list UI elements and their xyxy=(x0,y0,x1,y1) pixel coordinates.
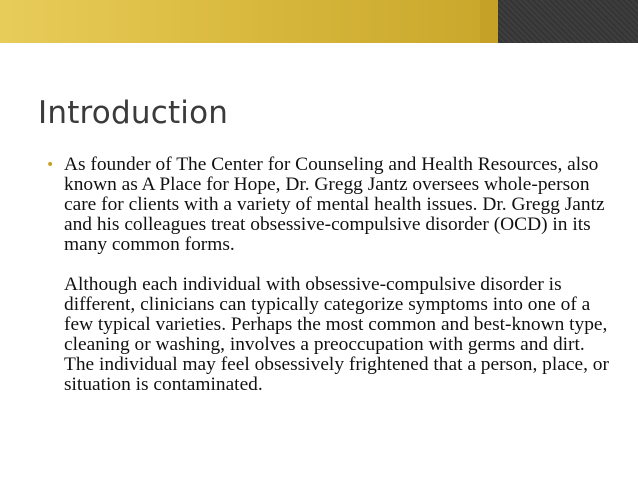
paragraph-founder: As founder of The Center for Counseling and Health Resources, also known as A Place for Hope, Dr. Gregg Jantz oversees whole-person care for clients with a variety of mental health issues. Dr. Gregg Jantz and his colleagues treat obsessive-compulsive disorder (OCD) in its many common forms. xyxy=(64,154,605,255)
slide-title: Introduction xyxy=(38,95,229,131)
top-bar-gold-accent xyxy=(480,0,498,43)
top-bar-dark-texture xyxy=(498,0,638,43)
slide-body xyxy=(46,155,612,395)
top-decorative-bar xyxy=(0,0,638,43)
top-bar-gold-gradient xyxy=(0,0,480,43)
bullet-item xyxy=(46,155,612,255)
bullet-icon: • xyxy=(46,157,55,173)
paragraph-ocd-types: Although each individual with obsessive-compulsive disorder is different, clinicians can typically categorize symptoms into one of a few typical varieties. Perhaps the most common and best-known type, cleaning or washing, involves a preoccupation with germs and dirt. The individual may feel obsessively frightened that a person, place, or situation is contaminated. xyxy=(64,274,609,395)
